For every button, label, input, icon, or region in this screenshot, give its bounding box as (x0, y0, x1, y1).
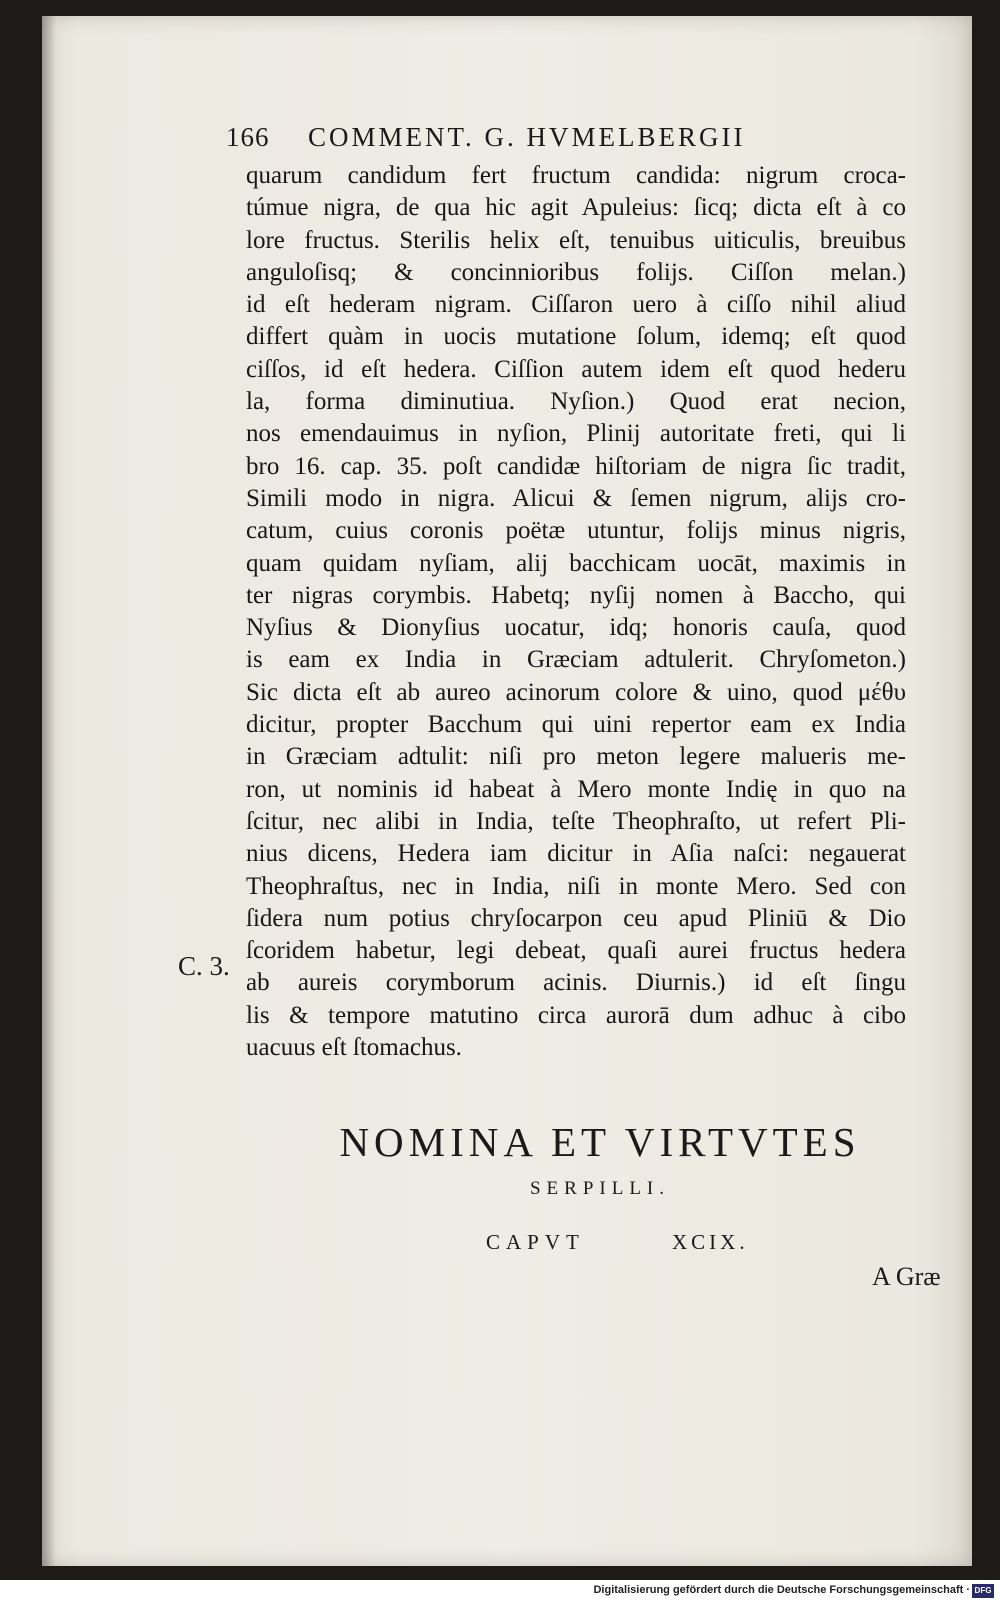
text-line: uacuus eſt ſtomachus. (246, 1034, 462, 1062)
dfg-logo: DFG (972, 1584, 994, 1598)
funding-credit: Digitalisierung gefördert durch die Deutsche Forschungsgemeinschaft · (593, 1584, 970, 1596)
text-line: Sic dicta eſt ab aureo acinorum colore & uino, quod μέθυ (246, 678, 906, 706)
text-line: ter nigras corymbis. Habetq; nyſij nomen à Baccho, qui (246, 581, 906, 609)
chapter-number: XCIX. (672, 1230, 749, 1254)
text-line: dicitur, propter Bacchum qui uini repertor eam ex India (246, 711, 906, 739)
text-line: ab aureis corymborum acinis. Diurnis.) id eſt ſingu (246, 969, 906, 997)
text-line: Theophraſtus, nec in India, niſi in monte Mero. Sed con (246, 872, 906, 900)
text-line: Simili modo in nigra. Alicui & ſemen nigrum, alijs cro- (246, 484, 906, 512)
text-line: Nyſius & Dionyſius uocatur, idq; honoris cauſa, quod (246, 614, 906, 642)
commentary-text (246, 160, 906, 1064)
text-line: ron, ut nominis id habeat à Mero monte Indię in quo na (246, 775, 906, 803)
page-gutter-shadow (42, 16, 56, 1566)
section-subheading: SERPILLI. (529, 1178, 671, 1199)
page-number: 166 (226, 122, 270, 152)
running-head (226, 122, 886, 153)
text-line: nius dicens, Hedera iam dicitur in Aſia naſci: negauerat (246, 840, 906, 868)
text-line: ſcoridem habetur, legi debeat, quaſi aurei fructus hedera (246, 937, 906, 965)
text-line: is eam ex India in Græciam adtulerit. Chryſometon.) (246, 646, 906, 674)
section-heading: NOMINA ET VIRTVTES (339, 1119, 861, 1165)
running-title: COMMENT. G. HVMELBERGII (308, 122, 746, 152)
text-line: in Græciam adtulit: niſi pro meton legere malueris me- (246, 743, 906, 771)
text-line: anguloſisq; & concinnioribus folijs. Ciſſon melan.) (246, 258, 906, 286)
text-line: id eſt hederam nigram. Ciſſaron uero à ciſſo nihil aliud (246, 291, 906, 319)
text-line: lis & tempore matutino circa aurorā dum adhuc à cibo (246, 1001, 906, 1029)
footer-strip (0, 1580, 1000, 1604)
text-line: lore fructus. Sterilis helix eſt, tenuibus uiticulis, breuibus (246, 226, 906, 254)
text-line: catum, cuius coronis poëtæ utuntur, folijs minus nigris, (246, 517, 906, 545)
catchword: A Græ (872, 1262, 941, 1291)
text-line: ciſſos, id eſt hedera. Ciſſion autem idem eſt quod hederu (246, 355, 906, 383)
text-line: differt quàm in uocis mutatione ſolum, idemq; eſt quod (246, 323, 906, 351)
chapter-label: CAPVT (486, 1230, 585, 1254)
text-line: túmue nigra, de qua hic agit Apuleius: ſicq; dicta eſt à co (246, 194, 906, 222)
text-line: bro 16. cap. 35. poſt candidæ hiſtoriam de nigra ſic tradit, (246, 452, 906, 480)
text-line: ſcitur, nec alibi in India, teſte Theophraſto, ut refert Pli- (246, 807, 906, 835)
text-line: ſidera num potius chryſocarpon ceu apud Pliniū & Dio (246, 904, 906, 932)
text-line: la, forma diminutiua. Nyſion.) Quod erat necion, (246, 388, 906, 416)
text-line: quarum candidum fert fructum candida: nigrum croca- (246, 162, 906, 189)
text-line: quam quidam nyſiam, alij bacchicam uocāt, maximis in (246, 549, 906, 577)
margin-note: C. 3. (178, 951, 230, 981)
text-line: nos emendauimus in nyſion, Plinij autoritate freti, qui li (246, 420, 906, 448)
